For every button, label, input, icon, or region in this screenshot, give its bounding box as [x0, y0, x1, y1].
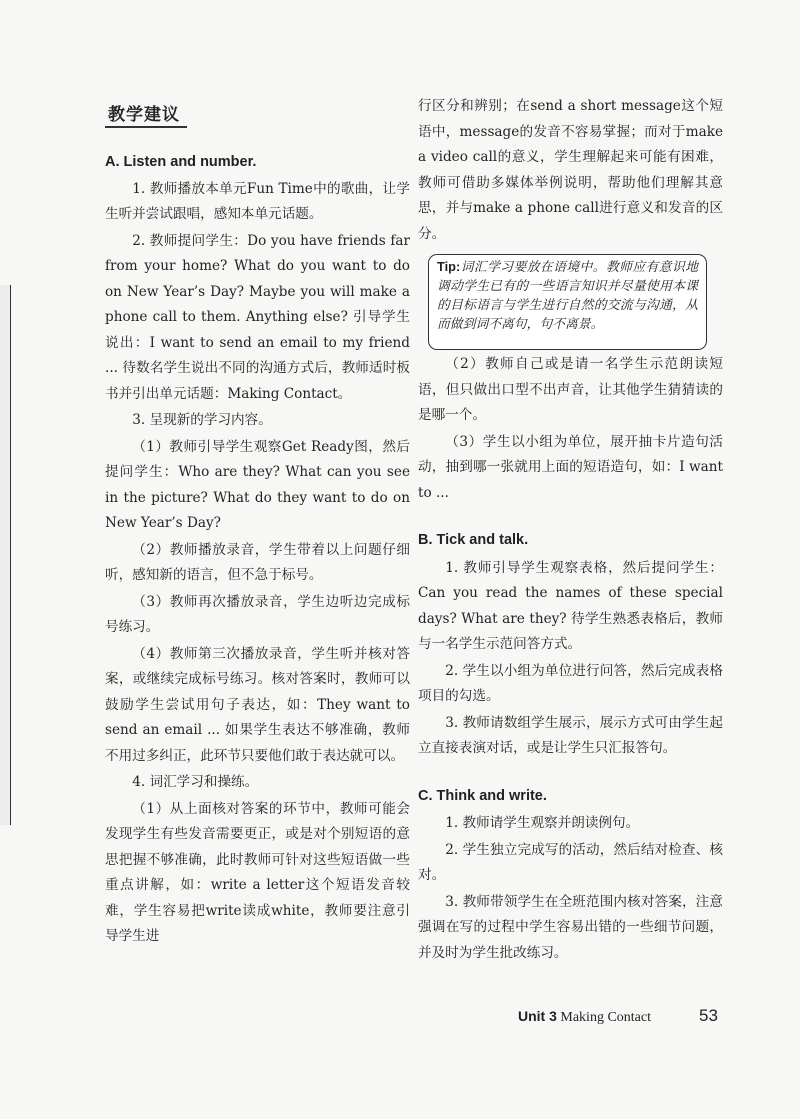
- tip-content: [437, 257, 698, 334]
- section-heading: 教学建议: [108, 105, 180, 125]
- tip-label: Tip:: [437, 259, 461, 274]
- page-number: 53: [699, 1006, 718, 1025]
- section-b-title: B. Tick and talk.: [418, 532, 529, 548]
- paragraph: （4）教师第三次播放录音，学生听并核对答案，或继续完成标号练习。核对答案时，教师可以鼓励学生尝试用句子表达，如：They want to send an email ... 如果学生表达不够准确，教师不用过多纠正，此环节只要他们敢于表达就可以。: [105, 645, 410, 764]
- paragraph: 3. 教师请数组学生展示，展示方式可由学生起立直接表演对话，或是让学生只汇报答句。: [418, 714, 723, 756]
- paragraph: （3）学生以小组为单位，展开抽卡片造句活动，抽到哪一张就用上面的短语造句，如：I want to ...: [418, 433, 723, 501]
- paragraph: （2）教师自己或是请一名学生示范朗读短语，但只做出口型不出声音，让其他学生猜猜读的是哪一个。: [418, 356, 723, 423]
- right-column: [418, 94, 723, 247]
- paragraph: （3）教师再次播放录音，学生边听边完成标号练习。: [105, 593, 410, 635]
- section-c-title: C. Think and write.: [418, 787, 547, 804]
- tip-text: 词汇学习要放在语境中。教师应有意识地调动学生已有的一些语言知识并尽量使用本课的目标语言与学生进行自然的交流与沟通，从而做到词不离句，句不离景。: [437, 260, 698, 332]
- paragraph: （1）教师引导学生观察Get Ready图，然后提问学生：Who are they? What can you see in the picture? What do they want to do on New Year’s Day?: [105, 438, 410, 531]
- paragraph: （2）教师播放录音，学生带着以上问题仔细听，感知新的语言，但不急于标号。: [105, 541, 410, 583]
- running-footer: [518, 1008, 651, 1026]
- paragraph: 1. 教师引导学生观察表格，然后提问学生：Can you read the names of these special days? What are they? 待学生熟悉表格后，教师与一名学生示范问答方式。: [418, 559, 723, 652]
- footer-unit: Unit 3: [518, 1008, 557, 1024]
- paragraph: 3. 教师带领学生在全班范围内核对答案，注意强调在写的过程中学生容易出错的一些细节问题，并及时为学生批改练习。: [418, 893, 723, 961]
- footer-topic: Making Contact: [560, 1010, 651, 1025]
- paragraph: 4. 词汇学习和操练。: [132, 774, 259, 790]
- tip-box: [428, 254, 707, 350]
- heading-underline: [105, 126, 187, 128]
- right-column-lower: [418, 352, 723, 966]
- page-edge-tab: [0, 285, 11, 825]
- paragraph: 2. 学生以小组为单位进行问答，然后完成表格项目的勾选。: [418, 662, 723, 704]
- paragraph: 2. 教师提问学生：Do you have friends far from your home? What do you want to do on New Year’s Day? Maybe you will make a phone call to them. Anything else? 引导学生说出：I want to send an email to my friend ... 待数名学生说出不同的沟通方式后，教师适时板书并引出单元话题：Making Contact。: [105, 232, 410, 402]
- paragraph: 1. 教师请学生观察并朗读例句。: [445, 815, 640, 831]
- paragraph: 2. 学生独立完成写的活动，然后结对检查、核对。: [418, 841, 723, 883]
- paragraph: 1. 教师播放本单元Fun Time中的歌曲，让学生听并尝试跟唱，感知本单元话题。: [105, 180, 410, 222]
- paragraph: （1）从上面核对答案的环节中，教师可能会发现学生有些发音需要更正，或是对个别短语的意思把握不够准确，此时教师可针对这些短语做一些重点讲解，如：write a letter这个短语发音较难，学生容易把write读成white，教师要注意引导学生进: [105, 800, 410, 944]
- section-a-title: A. Listen and number.: [105, 154, 257, 170]
- left-column: [105, 146, 410, 950]
- paragraph: 3. 呈现新的学习内容。: [132, 412, 272, 428]
- paragraph: 行区分和辨别；在send a short message这个短语中，message的发音不容易掌握；而对于make a video call的意义，学生理解起来可能有困难，教师可借助多媒体举例说明，帮助他们理解其意思，并与make a phone call进行意义和发音的区分。: [418, 98, 723, 242]
